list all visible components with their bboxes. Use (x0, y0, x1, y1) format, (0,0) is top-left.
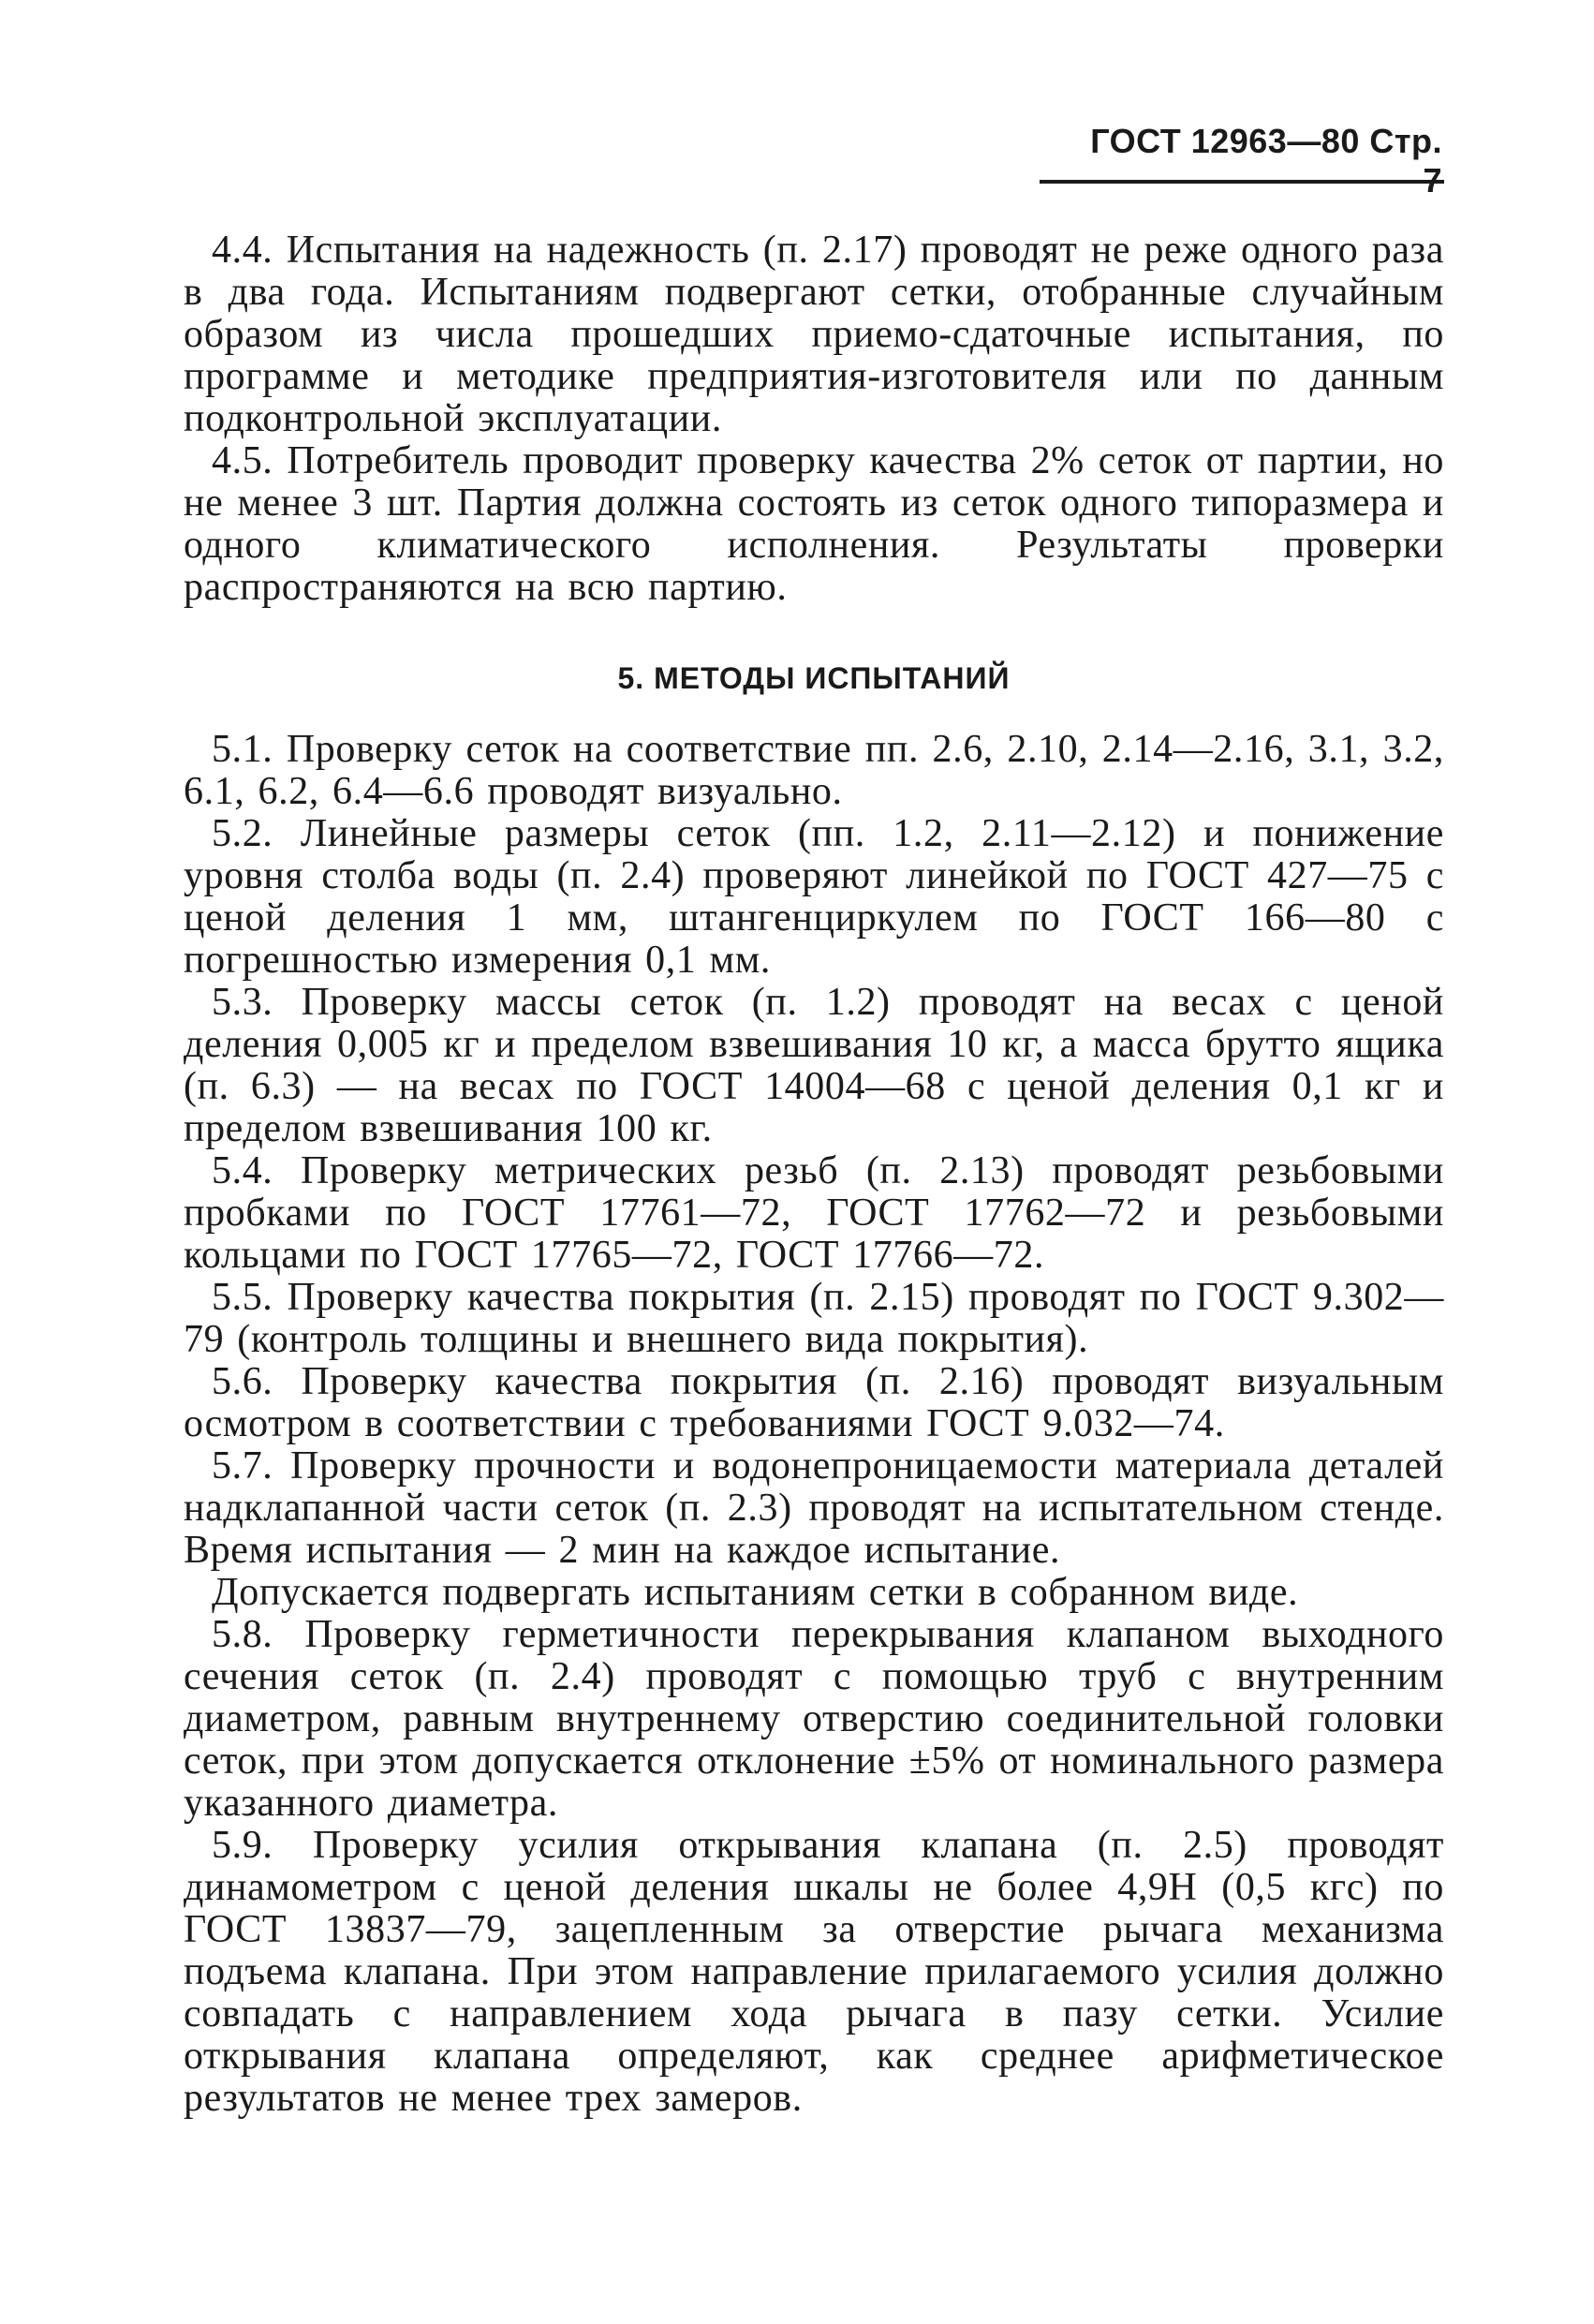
paragraph-5-6: 5.6. Проверку качества покрытия (п. 2.16) проводят визуальным осмотром в соответствии с требованиями ГОСТ 9.032—74. (184, 1360, 1444, 1445)
paragraph-5-1: 5.1. Проверку сеток на соответствие пп. 2.6, 2.10, 2.14—2.16, 3.1, 3.2, 6.1, 6.2, 6.4—6.6 проводят визуально. (184, 728, 1444, 813)
section-4-text (184, 229, 1444, 609)
paragraph-5-4: 5.4. Проверку метрических резьб (п. 2.13) проводят резьбовыми пробками по ГОСТ 17761—72, ГОСТ 17762—72 и резьбовыми кольцами по ГОСТ 17765—72, ГОСТ 17766—72. (184, 1149, 1444, 1277)
section-5-text (184, 729, 1444, 2120)
header-divider (1040, 180, 1444, 184)
paragraph-5-8: 5.8. Проверку герметичности перекрывания клапаном выходного сечения сеток (п. 2.4) проводят с помощью труб с внутренним диаметром, равным внутреннему отверстию соединительной головки сеток, при этом допускается отклонение ±5% от номинального размера указанного диаметра. (184, 1613, 1444, 1825)
paragraph-5-7-note: Допускается подвергать испытаниям сетки в собранном виде. (212, 1571, 1299, 1614)
paragraph-5-7: 5.7. Проверку прочности и водонепроницаемости материала деталей надклапанной части сеток (п. 2.3) проводят на испытательном стенде. Время испытания — 2 мин на каждое испытание. (184, 1444, 1444, 1572)
paragraph-4-4: 4.4. Испытания на надежность (п. 2.17) проводят не реже одного раза в два года. Испытаниям подвергают сетки, отобранные случайным образом из числа прошедших приемо-сдаточные испытания, по программе и методике предприятия-изготовителя или по данным подконтрольной эксплуатации. (184, 229, 1444, 440)
paragraph-5-2: 5.2. Линейные размеры сеток (пп. 1.2, 2.11—2.12) и понижение уровня столба воды (п. 2.4) проверяют линейкой по ГОСТ 427—75 с ценой деления 1 мм, штангенциркулем по ГОСТ 166—80 с погрешностью измерения 0,1 мм. (184, 812, 1444, 982)
section-5-title: 5. МЕТОДЫ ИСПЫТАНИЙ (617, 661, 1011, 695)
page-header: ГОСТ 12963—80 Стр. (1090, 122, 1442, 160)
paragraph-5-9: 5.9. Проверку усилия открывания клапана (п. 2.5) проводят динамометром с ценой деления шкалы не более 4,9Н (0,5 кгс) по ГОСТ 13837—79, зацепленным за отверстие рычага механизма подъема клапана. При этом направление прилагаемого усилия должно совпадать с направлением хода рычага в пазу сетки. Усилие открывания клапана определяют, как среднее арифметическое результатов не менее трех замеров. (184, 1824, 1444, 2120)
paragraph-5-5: 5.5. Проверку качества покрытия (п. 2.15) проводят по ГОСТ 9.302—79 (контроль толщины и внешнего вида покрытия). (184, 1276, 1444, 1361)
paragraph-5-3: 5.3. Проверку массы сеток (п. 1.2) проводят на весах с ценой деления 0,005 кг и пределом взвешивания 10 кг, а масса брутто ящика (п. 6.3) — на весах по ГОСТ 14004—68 с ценой деления 0,1 кг и пределом взвешивания 100 кг. (184, 981, 1444, 1150)
paragraph-4-5: 4.5. Потребитель проводит проверку качества 2% сеток от партии, но не менее 3 шт. Партия должна состоять из сеток одного типоразмера и одного климатического исполнения. Результаты проверки распространяются на всю партию. (184, 439, 1444, 609)
